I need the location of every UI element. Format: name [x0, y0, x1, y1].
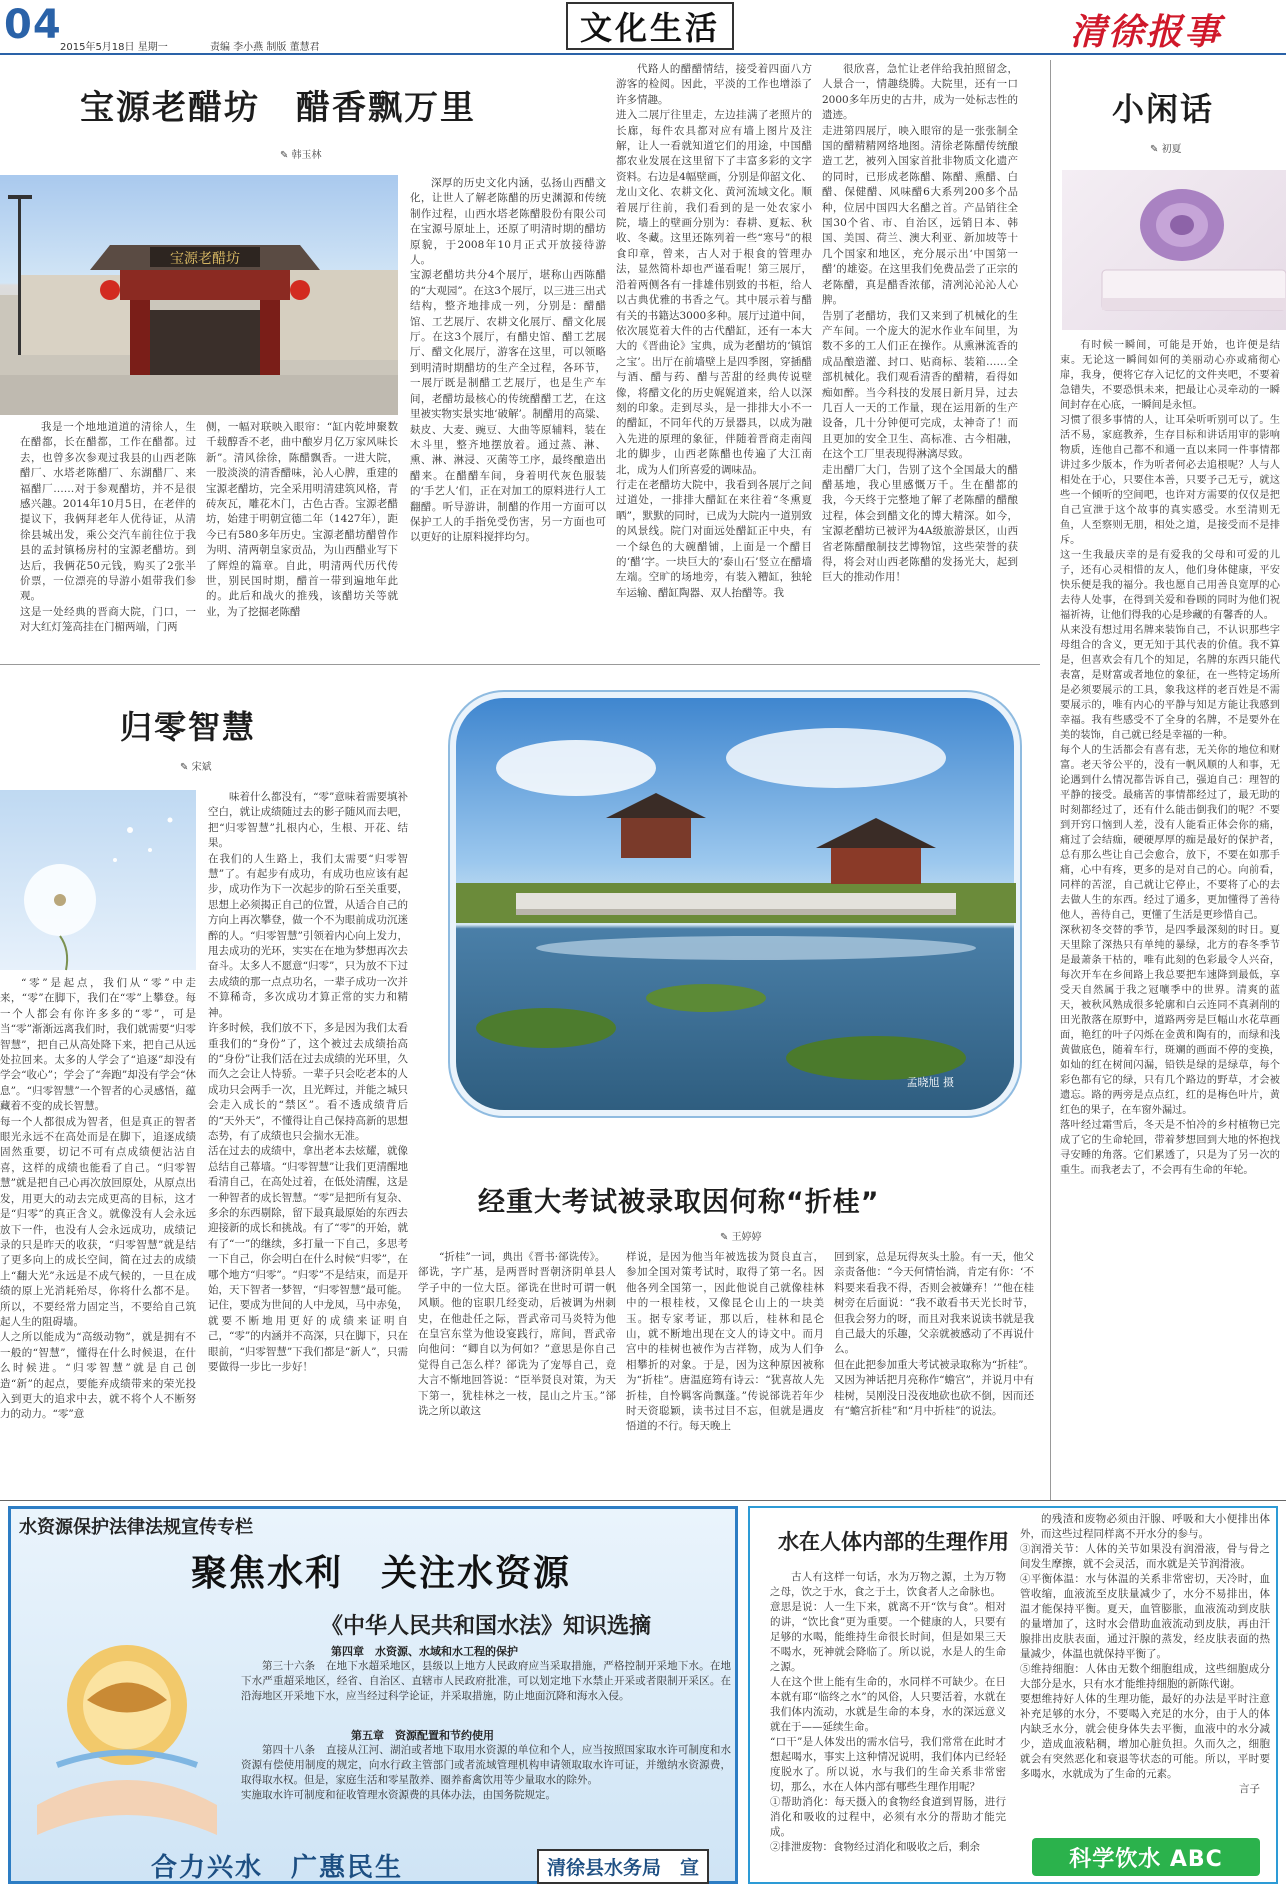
guiling-col-1-text: “零”是起点，我们从“零”中走来，“零”在脚下，我们在“零”上攀登。每一个人都会有你许多多的“零”，可是当“零”渐渐远离我们时，我们就需要“归零智慧”，把自己从高处降下来，把自己从远处拉回来。太多的人学会了“追逐”却没有学会“收心”；学会了“奔跑”却没有学会“休息”。“归零智慧”一个智者的心灵感悟，蕴藏着不变的成长智慧。 每一个人都很成为智者，但是真正的智者眼光永远不在高处而是在脚下，追逐成绩固然重要，切记不可有点成绩便沾沾自喜，这样的成绩也能看了自己。“归零智慧”就是把自己心再次放回原处，从原点出发，用更大的动去完成更高的目标，这才是“归零”的真正含义。就像没有人会永远放下一件，也没有人会永远成功，成绩记录的只是昨天的收获，“归零智慧”就是结了更多向上的成长空间，简在过去的成绩上“翻大光”永远是不成气候的，一旦在成绩的原上光消耗殆尽，你将什么都不是。所以，不要经常力固定当，不要给自己筑起人生的阻碍墙。 人之所以能成为“高级动物”，就是拥有不一般的“智慧”，懂得在什么时候退，在什么时候进。“归零智慧”就是自己创造“新”的起点，要能弃成绩带来的荣光投入到更大的追求中去，就不将个人不断努力的动力。“零”意	[0, 977, 196, 1421]
garden-photo	[456, 698, 1014, 1110]
water-body-author: 言子	[1239, 1783, 1260, 1795]
pen-icon: ✎	[720, 1232, 732, 1243]
water-body-footer-text: 科学饮水 ABC	[1069, 1846, 1223, 1872]
section-title	[566, 2, 734, 50]
water-ad-art36-text: 第三十六条 在地下水超采地区，县级以上地方人民政府应当采取措施，严格控制开采地下水。在地下水严重超采地区，经省、自治区、直辖市人民政府批准，可以划定地下水禁止开采或者限制开采区。在沿海地区开采地下水，应当经过科学论证，并采取措施，防止地面沉降和海水入侵。	[241, 1660, 731, 1702]
garden-photo-svg	[456, 698, 1016, 1112]
water-body-footer	[1032, 1838, 1260, 1876]
dandelion-photo	[0, 790, 196, 970]
guiling-col-2-text: 味着什么都没有，“零”意味着需要填补空白，就让成绩随过去的影子随风而去吧，把“归零智慧”扎根内心，生根、开花、结果。 在我们的人生路上，我们太需要“归零智慧”了。有起步有成功，有成功也应该有起步，成功作为下一次起步的阶石至关重要，思想上必须揭正自己的位置，从适合自己的方向上再次攀登，做一个不为眼前成功沉迷醉的人。“归零智慧”引领着内心向上发力，甩去成功的光环，实实在在地为梦想再次去奋斗。太多人不愿意“归零”，只为放不下过去成绩的那一点点功名，一辈子成功一次并不算稀奇，多次成功才算正常的实力和精神。 许多时候，我们放不下，多是因为我们太看重我们的“身份”了，这个被过去成绩抬高的“身份”让我们活在过去成绩的光环里，久而久之会让人恃骄。一辈子只会吃老本的人成功只会两手一次，且光辉过，并能之城只会走入成长的“禁区”。看不透成绩背后的“天外天”，不懂得让自己保持高新的思想态势，有了成绩也只会揣水无准。 活在过去的成绩中，拿出老本去炫耀，就像总结自己幕墙。“归零智慧”让我们更清醒地看清自己，在高处过着，在低处清醒，这是一种智者的成长智慧。“零”是把所有复杂、多余的东西剔除，留下最真最原始的东西去迎接新的成长和挑战。有了“零”的开始，就有了“一”的继续，多打量一下自己，多思考一下自己，你会明白在什么时候“归零”，在哪个地方“归零”。“归零”不是结束，而是开始，天下智者一梦智，“归零智慧”最可能。 记住，要成为世间的人中龙凤，马中赤兔，就要不断地用更好的成绩来证明自己，“零”的内涵并不高深，只在脚下，只在眼前，“归零智慧”下我们都是“新人”，只需要做得一步比一步好！	[208, 791, 408, 1374]
water-body-col-2	[1020, 1512, 1270, 1828]
header-rule	[0, 53, 1286, 55]
zhegui-col-2-text: 样说，是因为他当年被选拔为贤良直言，参加全国对策考试时，取得了第一名。因他各列全国第一，因此他说自己就像桂林中的一根桂枝，又像昆仑山上的一块美玉。据专家考证，那以后，桂林和昆仑山，就不断地出现在文人的诗文中。而月宫中的桂树也被作为吉祥物，成为人们争相攀折的对象。于是，因为这种原因被称为“折桂”。唐温庭筠有诗云：“犹喜故人先折桂，自怜羁客尚飘蓬。”传说郤诜若年少时天资聪颖，读书过目不忘，但就是遇皮悟道的不行。每天晚上	[626, 1251, 824, 1433]
vinegar-col-2	[206, 420, 398, 618]
vinegar-col-3-text: 深厚的历史文化内涵，弘扬山西醋文化，让世人了解老陈醋的历史渊源和传统制作过程，山西水塔老陈醋股份有限公司在宝源号原址上，还原了明清时期的醋坊原貌，于2008年10月正式开放接待游人。 宝源老醋坊共分4个展厅，堪称山西陈醋的“大观园”。在这3个展厅，以三进三出式结构，整齐地排成一列，分别是：醋醋馆、工艺展厅、农耕文化展厅、醋文化展厅。在这3个展厅，有醋史馆、醋工艺展厅、醋文化展厅，游客在这里，可以领略到明清时期醋坊的生产全过程，各环节，一展厅既是制醋工艺展厅，也是生产车间，老醋坊最核心的传统醋醋工艺，在这里被实物实景实地‘破解’。制醋用的高粱、麸皮、大麦、豌豆、大曲等原辅料，装在木斗里，整齐地摆放着。通过蒸、淋、熏、淋、淋浸、灭菌等工序，最终酿造出醋来。在醋醋车间，身着明代灰色服装的‘手艺人’们，正在对加工的原料进行人工翻醋。听导游讲，制醋的作用一方面可以保护工人的手指免受伤害，另一方面也可以更好的让原料搅拌均匀。	[410, 177, 606, 544]
vinegar-col-3	[410, 176, 606, 654]
xiaoxian-body-text: 有时候一瞬间，可能是开始，也许便是结束。无论这一瞬间如何的美丽动心亦或痛彻心扉，我身，便将它存入记忆的文件夹吧，不要着急错失，不要恐惧未来，把最让心灵牵动的一瞬间封存在心底，一瞬间是永恒。 习惯了很多事情的人，让耳朵听听别可以了。生活不易，家庭教养，生存目标和讲话用审的影响物质，连他自己都不和通一直以来同一件事情都讲过多少版本，作为听者何必去追根呢？人与人相处在于心，只要住本善，只要予己无亏，就这些一个倾听的空间吧，也许对方需要的仅仅是把自己宣泄于这个故事的真实感受。水至清则无鱼，人至察则无朋，相处之道，是接受而不是排斥。 这一生我最庆幸的是有爱我的父母和可爱的儿子，还有心灵相惜的友人，他们身体健康，平安快乐便是我的福分。我也愿自己用善良宽厚的心去待人处事，在得到关爱和眷顾的同时为他们祝福祈祷，让他们得我的心是珍藏的有馨香的人。 从来没有想过用名牌来装饰自己，不认识那些字母组合的含义，更无知于其代表的价值。我不算是，但喜欢会有几个的知足，名牌的东西只能代表富，是财富或者地位的象征，在一些特定场所是必须要展示的工具，象我这样的老百姓是不需要展示的，唯有内心的平静与知足方能让我感到幸福。我有些感受不了全身的名牌，不是要外在美的装饰，自己就已经是幸福的一种。 每个人的生活都会有喜有悲，无关你的地位和财富。老天爷公平的，没有一帆风顺的人和事，无论遇到什么情况都告诉自己，强迫自己：理智的平静的接受。最痛苦的事情都经过了，最无助的时刻都经过了，还有什么能击倒我们的呢？不要到开窍口恼到人差，没有人能看正体会你的痛，痛过了会结痂，硬硬厚厚的痂是最好的保护者，总有那么些让自己会愈合，放下，不要在如那手痛，心中有疼，更多的是对自己的心。向前看，同样的苦涩，自己就让它停止，不要将了心的去去做人生的东西。经过了通多，更加懂得了善待他人，善待自己，更懂了生活是更珍惜自己。 深秋初冬交替的季节，是四季最深刻的时日。夏天里除了深热只有单纯的暴绿，北方的春冬季节是最萧条干枯的，唯有此刻的色彩最令人兴奋，每次开车在乡间路上我总要把车速降到最低，享受天自然属于我之冠嚷季中的世界。清爽的蓝天，被秋风熟成很多轮廓和白云连同不真剥削的田光散落在原野中，道路两旁是巨幅山水花草画面，艳红的叶子闪烁在金黄和陶有的，而绿和浅黄做底色，随着车行，斑斓的画面不停的变换，如灿的红在树间闪漏，铅铁是绿的是绿草，每个彩色都有它的绿，只有几个路边的野草，才会被遗忘。路的两旁是点点红，红的是梅色叶片，黄红色的果子，在车窗外漏过。 落叶经过霜雪后，冬天是不怕冷的乡村植物已完成了它的生命轮回，带着梦想回到大地的怀抱找寻安睡的角落。它们累透了，只是为了另一次的重生。而我老去了，不会再有生命的年轮。	[1060, 340, 1280, 1176]
divider-right-column	[1050, 60, 1051, 1500]
xiaoxian-author: 初夏	[1161, 144, 1182, 155]
zhegui-col-2	[626, 1250, 824, 1460]
xiaoxian-body	[1060, 338, 1280, 1496]
guiling-byline	[180, 758, 212, 773]
vinegar-photo	[0, 175, 398, 415]
xiaoxian-byline	[1150, 140, 1182, 155]
water-ad-ch5-title: 第五章 资源配置和节约使用	[351, 1729, 494, 1742]
guiling-col-2	[208, 790, 408, 1454]
pen-icon: ✎	[280, 150, 292, 161]
issue-date: 2015年5月18日 星期一	[60, 42, 168, 53]
guiling-col-1	[0, 976, 196, 1454]
vinegar-col-5	[822, 62, 1018, 654]
pen-icon: ✎	[1150, 144, 1162, 155]
guiling-author: 宋斌	[191, 762, 212, 773]
editor-line: 责编 李小燕 制版 董慧君	[210, 42, 320, 53]
zhegui-author: 王婷婷	[731, 1232, 762, 1243]
zhegui-col-3	[834, 1250, 1034, 1460]
water-body-col-1	[770, 1570, 1006, 1880]
garden-photo-frame	[448, 690, 1022, 1118]
water-ad-subhead: 《中华人民共和国水法》知识选摘	[321, 1613, 652, 1639]
water-body-col-1-text: 古人有这样一句话，水为万物之源，土为万物之母，饮之于水，食之于土，饮食者人之命脉也。 意思是说：人一生下来，就离不开“饮与食”。相对的讲，“饮比食”更为重要。一个健康的人，只要有足够的水喝，能维持生命很长时间，但是如果三天不喝水，死神就会降临了。所以说，水是人的生命之源。 人在这个世上能有生命的，水同样不可缺少。在日本就有耶“临终之水”的风俗，人只要活着，水就在我们体内流动，水就是生命的本身，水的深远意义就在于——延续生命。 “口干”是人体发出的需水信号，我们常常在此时才想起喝水，事实上这种情况说明，我们体内已经轻度脱水了。所以说，水与我们的生命关系非常密切，那么，水在人体内部有哪些生理作用呢？ ①帮助消化：每天摄入的食物经食道到胃肠，进行消化和吸收的过程中，必须有水分的帮助才能完成。 ②排泄废物：食物经过消化和吸收之后，剩余	[770, 1571, 1006, 1853]
zhegui-col-1	[418, 1250, 616, 1460]
dandelion-svg	[0, 790, 196, 970]
water-ad-slogan: 合力兴水 广惠民生	[151, 1853, 404, 1883]
divider-bottom	[0, 1500, 1286, 1501]
water-ad-art48-text: 第四十八条 直接从江河、湖泊或者地下取用水资源的单位和个人，应当按照国家取水许可制度和水资源有偿使用制度的规定，向水行政主管部门或者流域管理机构申请领取取水许可证，并缴纳水资源费，取得取水权。但是，家庭生活和零星散养、圈养畜禽饮用等少量取水的除外。 实施取水许可制度和征收管理水资源费的具体办法，由国务院规定。	[241, 1744, 731, 1801]
vinegar-col-4	[616, 62, 812, 654]
photo-credit: 孟晓旭 摄	[906, 1076, 954, 1089]
flower-book-svg	[1062, 170, 1286, 330]
vinegar-title: 宝源老醋坊 醋香飘万里	[80, 88, 476, 128]
water-body-title: 水在人体内部的生理作用	[778, 1529, 1009, 1554]
vinegar-sign-text: 宝源老醋坊	[170, 251, 240, 267]
pen-icon: ✎	[180, 762, 192, 773]
vinegar-col-1-text: 我是一个地地道道的清徐人，生在醋都，长在醋都，工作在醋都。过去，也曾多次参观过我县的山西老陈醋厂、水塔老陈醋厂、东湖醋厂、来福醋厂……对于参观醋坊，并不是很感兴趣。2014年10月5日，在老伴的提议下，我俩拜老年人优待证，从清徐县城出发，乘公交汽车前往位于我县的孟封镇杨房村的宝源老醋坊。到达后，我俩花50元钱，购买了2张半价票，一位漂亮的导游小姐带我们参观。 这是一处经典的晋商大院，门口，一对大红灯笼高挂在门楣两端，门两	[20, 421, 196, 634]
page-number: 04	[4, 2, 62, 48]
zhegui-col-1-text: “折桂”一词，典出《晋书·郤诜传》。 郤诜，字广基，是两晋时晋朝济阴单县人学子中的一位大臣。郤诜在世时可谓一帆风顺。他的宦职几经变动，后被调为州刺史，在他赴任之际，晋武帝司马炎特为他在皇宫东堂为他设宴践行，席间，晋武帝向他问：“卿自以为何如？”意思是你自己觉得自己怎么样？郤诜为了宠辱自己，竟大言不惭地回答说：“臣举贤良对策，为天下第一，犹桂林之一枝，昆山之片玉。”郤诜之所以敢这	[418, 1251, 616, 1418]
water-ad-headline: 聚焦水利 关注水资源	[191, 1553, 572, 1594]
water-ad-panel	[8, 1506, 738, 1884]
water-body-panel	[748, 1506, 1278, 1884]
hands-globe-illustration	[17, 1605, 247, 1875]
vinegar-photo-svg	[0, 175, 398, 415]
zhegui-byline	[720, 1228, 762, 1243]
xiaoxian-title: 小闲话	[1112, 90, 1215, 128]
water-ad-art48	[241, 1743, 731, 1843]
divider-mid	[0, 664, 1040, 665]
water-body-col-2-text: 的残渣和废物必须由汗腺、呼吸和大小便排出体外，而这些过程同样离不开水分的参与。 ③润滑关节：人体的关节如果没有润滑液，骨与骨之间发生摩擦，就不会灵活，而水就是关节润滑液。 ④平衡体温：水与体温的关系非常密切，天冷时，血管收缩，血液流至皮肤量减少了，水分不易排出，体温才能保持平衡。夏天，血管膨胀，血液流动到皮肤的量增加了，这时水会借助血液流动到皮肤，再由汗腺排出皮肤表面，通过汗腺的蒸发，经皮肤表面的热量减少，体温也就保持平衡了。 ⑤维持细胞：人体由无数个细胞组成，这些细胞成分大部分是水，只有水才能维持细胞的新陈代谢。 要想维持好人体的生理功能，最好的办法是平时注意补充足够的水分，不要喝入充足的水分，由于人的体内缺乏水分，就会使身体失去平衡，血液中的水分减少，造成血液粘稠，增加心脏负担。久而久之，细胞就会有突然恶化和衰退等状态的可能。所以，平时要多喝水，水就成为了生命的元素。	[1020, 1513, 1270, 1780]
flower-book-photo	[1062, 170, 1286, 330]
water-ad-art36	[241, 1659, 731, 1723]
water-ad-ch4-title: 第四章 水资源、水域和水工程的保护	[331, 1645, 518, 1658]
guiling-title: 归零智慧	[120, 708, 257, 746]
paper-logo: 清徐报事	[1070, 11, 1223, 53]
vinegar-byline	[280, 146, 322, 161]
vinegar-author: 韩玉林	[291, 150, 322, 161]
vinegar-col-4-text: 代路人的醋醋情结，接受着四面八方游客的检阅。因此，平淡的工作也增添了许多情趣。 进入二展厅往里走，左边挂满了老照片的长廊，每件农具都对应有墙上图片及注解，让人一看就知道它们的用途，中国醋都农业发展在这里留下了丰富多彩的文字资料。右边是4幅壁画，分别是仰韶文化、龙山文化、农耕文化、黄河流域文化。顺着展厅往前，我们看到的是一处农家小院，墙上的壁画分别为：春耕、夏耘、秋收、冬藏。这里还陈列着一些“寒号”的根食印章，曾来，古人对于根食的管理办法，显然简朴却也严谨看呢！第三展厅，沿着两侧各有一排雄伟别致的书柜，给人以古典优雅的书香之气。其中展示着与醋有关的书籍达3000多种。展厅过道中间，依次展览着大件的古代醋缸，还有一本大大的《晋曲论》宝典，成为老醋坊的‘镇馆之宝’。出厅在前墙壁上是四季图，穿插醋与酒、醋与药、醋与苦甜的经典传说壁像，将醋文化的历史娓娓道来，给人以深刻的印象。走到尽头，是一排排大小不一的醋缸，不同年代的万景器具，以成为融入先进的原理的象征，伴随着晋商走南闯北的脚步，山西老陈醋也传遍了大江南北，成为人们所喜爱的调味品。 行走在老醋坊大院中，我看到各展厅之间过道处，一排排大醋缸在来往着“冬熏夏晒”，默默的同时，已成为大院内一道别致的风景线。院门对面远处醋缸正中央，有一个绿色的大碗醋铺，上面是一个醋目的‘醋’字。一块巨大的‘泰山石’竖立在醋墙左端。空旷的场地旁，有装入糟缸，独轮车运输、醋缸陶器、双人抬醋等。我	[616, 63, 812, 599]
section-title-text: 文化生活	[579, 9, 720, 47]
zhegui-title: 经重大考试被录取因何称“折桂”	[478, 1187, 880, 1218]
vinegar-col-5-text: 很欣喜，急忙让老伴给我拍照留念，人景合一，情趣绕腾。大院里，还有一口2000多年历史的古井，成为一处标志性的遗迹。 走进第四展厅，映入眼帘的是一张张制全国的醋精精网络地图。清徐老陈醋传统酿造工艺，被列入国家首批非物质文化遗产的同时，已形成老陈醋、陈醋、熏醋、白醋、保健醋、风味醋6大系列200多个品种，位居中国四大名醋之首。产品销往全国30个省、市、自治区，远销日本、韩国、美国、荷兰、澳大利亚、新加坡等十几个国家和地区，充分展示出‘中国第一醋’的雄姿。在这里我们免费品尝了正宗的老陈醋，真是醋香浓郁，清冽沁沁沁人心脾。 告别了老醋坊，我们又来到了机械化的生产车间。一个庞大的泥水作业车间里，为数不多的工人们正在操作。从熏淋流香的成品酿造灌、封口、贴商标、装箱……全部机械化。我们观看清香的醋精，看得如痴如醉。当今科技的发展日新月异，过去几百人一天的工作量，现在运用新的生产设备，几十分钟便可完成，太神奇了！而且更加的安全卫生、高标准、古今相融，在这个工厂里表现得淋漓尽致。 走出醋厂大门，告别了这个全国最大的醋醋基地，我心里感慨万千。生在醋都的我，今天终于完整地了解了老陈醋的醋酿过程，体会到醋文化的博大精深。如今，宝源老醋坊已被评为4A级旅游景区，山西省老陈醋酿制技艺博物馆，这些荣誉的获得，将会对山西老陈醋的发扬光大，起到巨大的推动作用！	[822, 63, 1018, 584]
vinegar-col-1	[20, 420, 196, 634]
vinegar-col-2-text: 侧，一幅对联映入眼帘：“缸内乾坤聚数千载醇香不老，曲中酿岁月亿万家风味长新”。清风徐徐，陈醋飘香。一进大院，一股淡淡的清香醋味，沁人心脾，重建的宝源老醋坊，完全采用明清建筑风格，青砖灰瓦，雕花木门，古色古香。宝源老醋坊，始建于明朝宣德二年（1427年），距今已有580多年历史。宝源老醋坊醋曾作为明、清两朝皇家贡品，为山西醋业写下了辉煌的篇章。自此，明清两代历代传世，别民国时期，醋首一带到遍地年此的。此后和战火的推残，该醋坊关等就业，为了挖掘老陈醋	[206, 421, 398, 618]
water-ad-sponsor: 清徐县水务局 宣	[537, 1849, 709, 1884]
zhegui-col-3-text: 回到家，总是玩得灰头土脸。有一天，他父亲责备他：“今天何情怡淌，肯定有你：‘不料要来看我不得，否则会被嫌弃！’”他在桂树旁在后面说：“我不敢看书天光长时节，但我会努力的呀，而且对我来说读书就是我自己最大的乐趣，父亲就被感动了不再说什么。 但在此把参加重大考试被录取称为“折桂”。又因为神话把月亮称作“蟾宫”，并说月中有桂树，吴刚没日没夜地砍也砍不倒，因而还有“蟾宫折桂”和“月中折桂”的说法。	[834, 1251, 1034, 1418]
water-ad-banner: 水资源保护法律法规宣传专栏	[19, 1517, 253, 1538]
